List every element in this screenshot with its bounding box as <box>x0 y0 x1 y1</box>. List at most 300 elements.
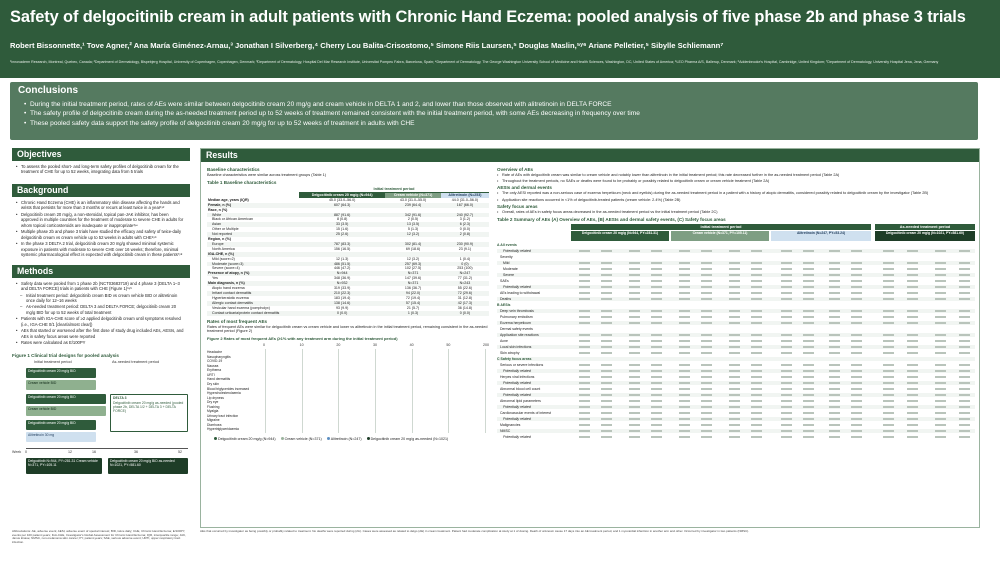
figure2-term-label: Myalgia <box>207 409 219 414</box>
table2-cell <box>877 387 899 392</box>
table1-cell: 23 (9.1) <box>458 246 472 251</box>
table2-cell <box>901 267 923 272</box>
table2-cell <box>573 315 595 320</box>
table2-row-label: Deaths <box>500 296 512 301</box>
table2-cell <box>573 381 595 386</box>
table1-cell: 183 (19.4) <box>333 295 351 300</box>
table2-row-label: SAEs <box>500 278 509 283</box>
table1-cell: 138 (14.6) <box>299 301 385 306</box>
table2-cell <box>877 381 899 386</box>
table2-col-delgocitinib: Delgocitinib cream 20 mg/g (N=944, PY=281.31) <box>571 231 669 241</box>
table2-cell <box>929 429 951 434</box>
table2-cell <box>673 285 695 290</box>
table1-cell: 43.0 (31.0–55.0) <box>399 197 427 202</box>
table2-cell <box>901 309 923 314</box>
background-heading: Background <box>12 184 190 197</box>
table2-cell <box>845 351 867 356</box>
table1-row-label: Allergic contact dermatitis <box>207 301 299 306</box>
table2-cell <box>745 279 767 284</box>
table1-cell: N=944 <box>299 271 385 276</box>
table2-cell <box>595 411 617 416</box>
table2-cell <box>929 249 951 254</box>
aesi-item-1: • The only AESI reported was a non-serious case of eczema herpeticum (neck and eyelids) during the as-needed treatment period in a patient with a history of atopic dermatitis, considered possibly related to delgocitinib cream by the investigator (Table 2B) <box>497 191 975 196</box>
table1-cell: 72 (19.4) <box>405 295 421 300</box>
table2-cell <box>673 381 695 386</box>
table2-row-label: Local skin infections <box>500 344 532 349</box>
table1-row-label: Hyperkeratotic eczema <box>212 295 249 300</box>
table2-cell <box>645 417 667 422</box>
table2-cell <box>595 249 617 254</box>
table2-cell <box>595 423 617 428</box>
table2-cell <box>845 261 867 266</box>
table2-cell <box>877 405 899 410</box>
table2-cell <box>573 423 595 428</box>
table2-cell <box>823 405 845 410</box>
table2-row-label: A All events <box>497 242 517 247</box>
table2-cell <box>845 285 867 290</box>
table2-cell <box>745 363 767 368</box>
table2-cell <box>595 393 617 398</box>
table1-cell: 12 (3.2) <box>385 232 441 237</box>
table2-cell <box>901 429 923 434</box>
table2-cell <box>623 369 645 374</box>
table2-cell <box>595 291 617 296</box>
table1-cell: N=247 <box>441 271 489 276</box>
table2-row-label: Acne <box>500 338 508 343</box>
table1-cell: 156 (16.5) <box>333 246 351 251</box>
table2-cell <box>595 417 617 422</box>
table2-cell <box>745 333 767 338</box>
table2-cell <box>623 387 645 392</box>
table2-cell <box>645 345 667 350</box>
table2-cell <box>573 279 595 284</box>
table2-cell <box>673 273 695 278</box>
table2-cell <box>623 363 645 368</box>
table2-cell <box>645 285 667 290</box>
table2-cell <box>573 321 595 326</box>
table1-body <box>207 198 489 316</box>
results-column-a <box>207 167 489 441</box>
table2-cell <box>823 291 845 296</box>
table2-cell <box>723 261 745 266</box>
table2-cell <box>573 267 595 272</box>
table2-cell <box>901 297 923 302</box>
table1-row-label: Race, n (%) <box>208 207 228 212</box>
table1-cell: 167 (66.0) <box>441 203 489 208</box>
table1-cell: 15 (1.6) <box>335 227 349 232</box>
table2-cell <box>823 345 845 350</box>
figure2-title: Figure 2 Rates of most frequent AEs (≥1% with any treatment arm during the initial treatment period) <box>207 336 398 342</box>
table1-row-label: Presence of atopy, n (%) <box>207 271 299 276</box>
table2-cell <box>901 333 923 338</box>
table2-cell <box>797 297 819 302</box>
table2-cell <box>797 369 819 374</box>
table2-cell <box>695 363 717 368</box>
table2-cell <box>775 363 797 368</box>
table1-row-label: Region, n (%) <box>208 237 231 242</box>
figure2-term-label: Dry skin <box>207 381 219 386</box>
table2-cell <box>877 339 899 344</box>
table2-cell <box>623 267 645 272</box>
table2-cell <box>745 429 767 434</box>
table2-cell <box>845 297 867 302</box>
table2-cell <box>877 333 899 338</box>
table2-cell <box>929 345 951 350</box>
table2-cell <box>723 321 745 326</box>
table2-cell <box>823 309 845 314</box>
conclusion-item-3: • These pooled safety data support the safety profile of delgocitinib cream 20 mg/g for up to 52 weeks of treatment in adults with CHE <box>24 119 964 128</box>
table2-cell <box>775 381 797 386</box>
table2-cell <box>929 405 951 410</box>
table1-cell: 12 (1.3) <box>335 256 349 261</box>
table2-cell <box>695 423 717 428</box>
figure2-term-label: Headache <box>207 350 223 355</box>
table2-cell <box>775 399 797 404</box>
table1-cell: 94 (22.0) <box>385 291 441 296</box>
table2-cell <box>695 297 717 302</box>
table2-cell <box>573 351 595 356</box>
table2-cell <box>845 309 867 314</box>
figure2-term-label: Nausea <box>207 363 219 368</box>
table1-group-header: Initial treatment period <box>299 187 489 193</box>
figure1-box-delgo-ph2b: Delgocitinib cream 20 mg/g BID <box>26 368 96 378</box>
table2-cell <box>723 393 745 398</box>
figure2-term-label: Dry eye <box>207 400 219 405</box>
table2-cell <box>723 417 745 422</box>
figure2-legend-label: Cream vehicle (N=371) <box>284 437 322 442</box>
table2-cell <box>845 315 867 320</box>
table2-cell <box>929 291 951 296</box>
table2-cell <box>929 411 951 416</box>
overview-item-1: • Rate of AEs with delgocitinib cream was similar to cream vehicle and notably lower than alitretinoin in the initial treatment period; this rate decreased further in the as-needed treatment period (Table 2A) <box>497 173 975 178</box>
table2-cell <box>929 267 951 272</box>
figure2-term-label: Flushing <box>207 404 220 409</box>
table2-cell <box>901 399 923 404</box>
figure1-box-vehicle-ph2b: Cream vehicle BID <box>26 380 96 390</box>
table2-cell <box>745 339 767 344</box>
overview-item-2: • Throughout the treatment periods, no SAEs or deaths were found to be probably or possibly related to delgocitinib cream or cream vehicle treatment (Table 2A) <box>497 179 975 184</box>
table2-cell <box>929 279 951 284</box>
table1-cell: 77 (31.2) <box>457 276 473 281</box>
table2-cell <box>623 309 645 314</box>
conclusion-item-1: • During the initial treatment period, rates of AEs were similar between delgocitinib cream 20 mg/g and cream vehicle in DELTA 1 and 2, and lower than those observed with alitretinoin in DELTA FORCE <box>24 100 964 109</box>
table2-cell <box>845 393 867 398</box>
table2-cell <box>623 291 645 296</box>
table2-cell <box>673 411 695 416</box>
table2-cell <box>623 429 645 434</box>
table2-cell <box>775 309 797 314</box>
table2-cell <box>645 381 667 386</box>
table2-cell <box>953 369 975 374</box>
table2-cell <box>723 273 745 278</box>
table2-cell <box>775 261 797 266</box>
table2-cell <box>775 387 797 392</box>
table2-cell <box>775 411 797 416</box>
table1-cell: 6 (2.3) <box>441 222 489 227</box>
table2-cell <box>673 321 695 326</box>
figure1-pooled-initial: Delgocitinib N=944, PY=281.31 Cream vehicle N=371, PY=105.11 <box>26 458 102 474</box>
table2-cell <box>845 411 867 416</box>
table2-cell <box>595 435 617 440</box>
table2-cell <box>623 393 645 398</box>
table2-cell <box>877 423 899 428</box>
figure1-week-36: 36 <box>134 450 138 455</box>
table2-cell <box>695 345 717 350</box>
table2-cell <box>929 423 951 428</box>
table2-cell <box>775 333 797 338</box>
table2-cell <box>877 315 899 320</box>
table2-cell <box>745 261 767 266</box>
table2-title: Table 2 Summary of AEs (A) Overview of AEs, (B) AESIs and dermal safety events, (C) Safety focus areas <box>497 216 726 222</box>
figure2-legend-swatch <box>281 437 284 440</box>
table2-cell <box>595 351 617 356</box>
figure1-week-0: 0 <box>25 450 27 455</box>
background-item-2: • Delgocitinib cream 20 mg/g, a non-steroidal, topical pan-JAK inhibitor, has been approved in multiple countries for the treatment of moderate to severe CHE in adults for whom topical corticosteroids are inadequate or inappropriate³ʸ⁴ <box>16 212 186 228</box>
table2-cell <box>695 417 717 422</box>
table1-cell: 136 (36.7) <box>404 286 422 291</box>
table2-cell <box>775 273 797 278</box>
table2-cell <box>877 273 899 278</box>
table2-cell <box>845 381 867 386</box>
poster-header <box>0 0 1000 78</box>
table2-cell <box>775 267 797 272</box>
table2-cell <box>645 363 667 368</box>
table2-cell <box>823 417 845 422</box>
table2-cell <box>723 369 745 374</box>
objective-item-1: • To assess the pooled short- and long-term safety profiles of delgocitinib cream for the treatment of CHE for up to 52 weeks, integrating data from 5 trials <box>16 164 186 175</box>
table2-cell <box>929 387 951 392</box>
table2-cell <box>645 249 667 254</box>
table2-cell <box>797 279 819 284</box>
table2-cell <box>929 261 951 266</box>
table2-cell <box>595 345 617 350</box>
focus-list <box>497 210 975 215</box>
table2-cell <box>823 267 845 272</box>
table2-cell <box>573 387 595 392</box>
table2-row-label: Skin atrophy <box>500 350 520 355</box>
table2-cell <box>623 321 645 326</box>
table2-cell <box>673 399 695 404</box>
table2-cell <box>823 387 845 392</box>
table2-row-label: Potentially related <box>503 248 531 253</box>
table2-row-stripe <box>497 357 975 362</box>
table2-cell <box>623 249 645 254</box>
table2-cell <box>797 351 819 356</box>
table2-cell <box>595 267 617 272</box>
aesi-heading: AESIs and dermal events <box>497 185 552 191</box>
table2-cell <box>745 285 767 290</box>
table2-cell <box>695 411 717 416</box>
table2-cell <box>723 285 745 290</box>
table2-cell <box>573 411 595 416</box>
table2-cell <box>695 267 717 272</box>
table2-cell <box>745 423 767 428</box>
results-panel <box>200 148 980 528</box>
table2-cell <box>953 297 975 302</box>
table2-cell <box>673 435 695 440</box>
table2-cell <box>745 273 767 278</box>
table2-cell <box>775 291 797 296</box>
table2-cell <box>573 363 595 368</box>
table2-cell <box>953 351 975 356</box>
conclusion-item-2: • The safety profile of delgocitinib cream during the as-needed treatment period up to 52 weeks of treatment remained consistent with the initial treatment period, with some AEs decreasing in frequency over time <box>24 109 964 118</box>
table1-cell: 0 (0.0) <box>459 227 471 232</box>
table1-col-vehicle: Cream vehicle (N=371) <box>385 192 441 198</box>
table2-cell <box>573 375 595 380</box>
table2-cell <box>823 273 845 278</box>
table2-cell <box>901 423 923 428</box>
table1-cell: 0 (0.0) <box>441 311 489 316</box>
table2-cell <box>797 417 819 422</box>
table1-row-label: Black or African American <box>212 217 253 222</box>
table2-cell <box>775 417 797 422</box>
table2-row-label: NMSC <box>500 428 511 433</box>
table1-cell: 72 (29.6) <box>441 291 489 296</box>
table2-cell <box>797 381 819 386</box>
methods-item-3: – As-needed treatment period: DELTA 3 and DELTA FORCE; delgocitinib cream 20 mg/g BID for up to 52 weeks of total treatment <box>16 304 186 315</box>
table2-cell <box>573 309 595 314</box>
table2-cell <box>673 351 695 356</box>
table2-cell <box>775 315 797 320</box>
figure1-initial-label: Initial treatment period <box>34 360 72 365</box>
table2-row-label: Serious or severe infections <box>500 362 544 367</box>
table2-cell <box>673 291 695 296</box>
table2-cell <box>723 249 745 254</box>
table2-cell <box>673 315 695 320</box>
figure2-legend-label: Delgocitinib cream 20 mg/g as-needed (N=1021) <box>370 437 449 442</box>
table2-cell <box>877 411 899 416</box>
table2-col-asneeded: Delgocitinib cream 20 mg/g (N=1021, PY=581.60) <box>875 231 975 241</box>
figure1-box-delta3 <box>110 394 188 432</box>
conclusions-title: Conclusions <box>18 85 79 96</box>
table2-cell <box>673 387 695 392</box>
table2-cell <box>929 435 951 440</box>
table1-row-label: Vesicular hand eczema (pompholyx) <box>212 305 270 310</box>
table2-cell <box>723 399 745 404</box>
table2-cell <box>695 315 717 320</box>
figure2-legend-label: Delgocitinib cream 20 mg/g (N=944) <box>218 437 276 442</box>
table2-cell <box>775 435 797 440</box>
table1-cell: 45.0 (33.0–56.0) <box>328 197 356 202</box>
poster-title: Safety of delgocitinib cream in adult patients with Chronic Hand Eczema: pooled analysis of five phase 2b and phase 3 trials <box>10 8 966 26</box>
author-list: Robert Bissonnette,¹ Tove Agner,² Ana María Giménez-Arnau,³ Jonathan I Silverberg,⁴ Cherry Lou Balita-Crisostomo,⁵ Simone Riis Laursen,⁵ Douglas Maslin,⁵ʸ⁶ Ariane Pelletier,⁵ Sibylle Schliemann⁷ <box>10 41 724 50</box>
table2-cell <box>645 273 667 278</box>
figure2-legend-swatch <box>214 437 217 440</box>
rates-heading: Rates of most frequent AEs <box>207 318 268 324</box>
table2-cell <box>877 309 899 314</box>
table2-cell <box>845 279 867 284</box>
table1-cell: 36 (14.8) <box>457 305 473 310</box>
table2-cell <box>745 351 767 356</box>
table2-row-label: AEs leading to withdrawal <box>500 290 541 295</box>
table2-cell <box>877 435 899 440</box>
table2-cell <box>745 297 767 302</box>
table2-cell <box>901 339 923 344</box>
table2-cell <box>645 435 667 440</box>
table2-cell <box>797 315 819 320</box>
table2-cell <box>723 345 745 350</box>
table2-cell <box>673 375 695 380</box>
table2-cell <box>645 393 667 398</box>
table2-cell <box>595 405 617 410</box>
table1-cell: 31 (12.8) <box>457 295 473 300</box>
table2-cell <box>595 387 617 392</box>
figure2-term-label: Nasopharyngitis <box>207 354 231 359</box>
table2-cell <box>695 321 717 326</box>
table2-cell <box>745 375 767 380</box>
table2-cell <box>823 363 845 368</box>
table2-cell <box>723 351 745 356</box>
table2-cell <box>595 375 617 380</box>
table2-cell <box>623 411 645 416</box>
table2-cell <box>573 261 595 266</box>
table1-cell: 887 (91.6) <box>299 213 385 218</box>
table2-cell <box>953 423 975 428</box>
table2-col-alitretinoin: Alitretinoin (N=247, PY=53.24) <box>771 231 871 241</box>
table1-cell: 93 (9.9) <box>335 305 349 310</box>
table1-cell: 319 (33.9) <box>333 286 351 291</box>
table2-cell <box>845 333 867 338</box>
table2-row-label: Cardiovascular events of interest <box>500 410 551 415</box>
figure1-week-axis <box>26 448 188 449</box>
table2-cell <box>573 345 595 350</box>
methods-item-4: • Patients with IGA-CHE score of ≥2 applied delgocitinib cream until symptoms resolved (i.e., IGA-CHE 0/1 [clear/almost clear]) <box>16 316 186 327</box>
table2-cell <box>673 417 695 422</box>
table2-cell <box>929 333 951 338</box>
table2-cell <box>877 261 899 266</box>
table2-row-label: Pulmonary embolism <box>500 314 533 319</box>
table2-cell <box>953 417 975 422</box>
table2-cell <box>901 375 923 380</box>
table1-row-label: Asian <box>207 222 299 227</box>
table2-cell <box>695 375 717 380</box>
table2-cell <box>823 249 845 254</box>
table2-cell <box>775 321 797 326</box>
table1-cell: N=932 <box>299 281 385 286</box>
table2-row-label: Mild <box>503 260 510 265</box>
table2-cell <box>573 249 595 254</box>
table2-cell <box>595 381 617 386</box>
table2-cell <box>723 339 745 344</box>
table2-cell <box>797 267 819 272</box>
figure2-term-label: Migraine <box>207 418 220 423</box>
table1-cell: 13 (3.5) <box>385 222 441 227</box>
table2-cell <box>929 369 951 374</box>
table2-cell <box>845 417 867 422</box>
table2-cell <box>901 249 923 254</box>
table1-row-label: White <box>207 213 299 218</box>
table2-cell <box>673 369 695 374</box>
table2-cell <box>929 375 951 380</box>
table2-cell <box>797 435 819 440</box>
table2-cell <box>673 423 695 428</box>
table2-cell <box>745 399 767 404</box>
table1-cell: 607 (64.3) <box>299 203 385 208</box>
figure2-x-tick: 0 <box>263 343 265 348</box>
table1-cell: N=243 <box>441 281 489 286</box>
table2-cell <box>901 405 923 410</box>
table1-cell: 33 (3.5) <box>299 222 385 227</box>
results-footnote: AEs that occurred by investigator as being possibly or probably related to treatment. No deaths were reported during (2A). Cases were assessed as related to delgo (AE) in cream treatment. Patient had moderate complication at study at 1 of dosing. Death of unknown cause 17 days into an AE treatment period, and 1 myocardial infarction in another arm and other. Occurred by investigator in two patients (NMSC). <box>200 530 750 533</box>
table2-row-label: B AESIs <box>497 302 511 307</box>
table2-cell <box>595 339 617 344</box>
table2-cell <box>845 405 867 410</box>
figure2-legend-swatch <box>327 437 330 440</box>
table2-cell <box>595 309 617 314</box>
table1-cell: 25 (2.6) <box>299 232 385 237</box>
table2-cell <box>745 405 767 410</box>
table2-cell <box>797 273 819 278</box>
